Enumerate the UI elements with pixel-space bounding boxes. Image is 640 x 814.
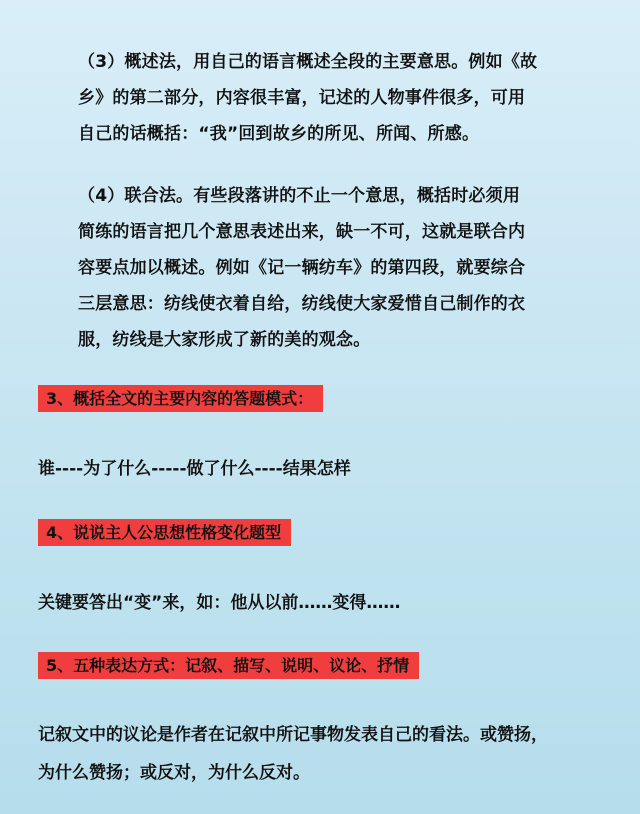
paragraph-line: 服，纺线是大家形成了新的美的观念。 bbox=[78, 330, 371, 350]
answer-pattern-text: 谁----为了什么-----做了什么----结果怎样 bbox=[38, 459, 351, 479]
paragraph-line: 记叙文中的议论是作者在记叙中所记事物发表自己的看法。或赞扬， bbox=[38, 725, 548, 745]
paragraph-line: 简练的语言把几个意思表述出来，缺一不可，这就是联合内 bbox=[78, 222, 526, 242]
paragraph-line: 容要点加以概述。例如《记一辆纺车》的第四段，就要综合 bbox=[78, 258, 526, 278]
paragraph-combination-method bbox=[78, 178, 598, 358]
section-heading-5: 5、五种表达方式：记叙、描写、说明、议论、抒情 bbox=[38, 652, 419, 679]
paragraph-summary-method bbox=[78, 44, 598, 152]
paragraph-line: 乡》的第二部分，内容很丰富，记述的人物事件很多，可用 bbox=[78, 88, 526, 108]
paragraph-line: 为什么赞扬；或反对，为什么反对。 bbox=[38, 763, 310, 783]
paragraph-line: （4）联合法。有些段落讲的不止一个意思，概括时必须用 bbox=[78, 186, 521, 206]
paragraph-line: 三层意思：纺线使衣着自给，纺线使大家爱惜自己制作的衣 bbox=[78, 294, 526, 314]
section-heading-4: 4、说说主人公思想性格变化题型 bbox=[38, 519, 291, 546]
paragraph-line: （3）概述法，用自己的语言概述全段的主要意思。例如《故 bbox=[78, 52, 538, 72]
expression-methods-paragraph bbox=[38, 716, 618, 792]
character-change-text: 关键要答出“变”来，如：他从以前……变得…… bbox=[38, 593, 401, 613]
section-heading-3: 3、概括全文的主要内容的答题模式： bbox=[38, 385, 323, 412]
paragraph-line: 自己的话概括：“我”回到故乡的所见、所闻、所感。 bbox=[78, 124, 480, 144]
